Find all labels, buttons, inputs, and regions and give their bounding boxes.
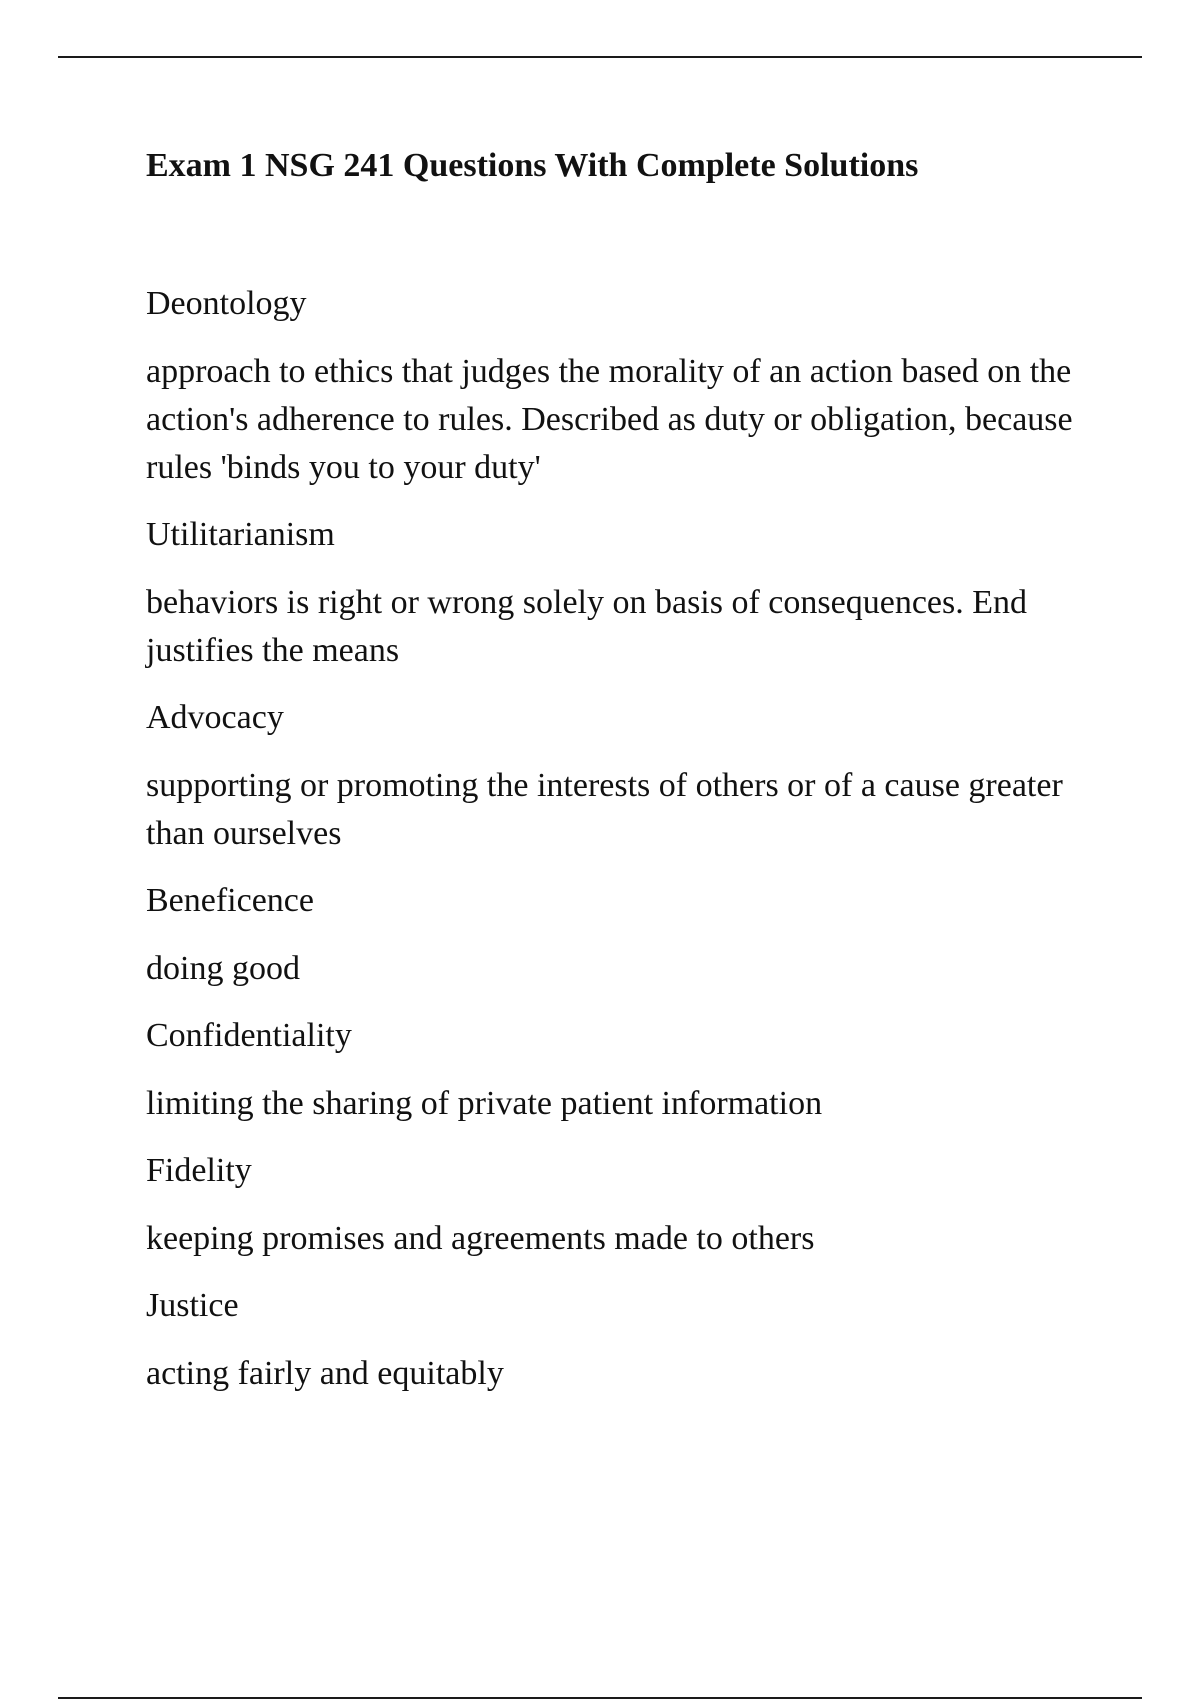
definition: limiting the sharing of private patient information: [146, 1085, 823, 1122]
term: Fidelity: [146, 1152, 252, 1189]
term: Deontology: [146, 285, 307, 322]
glossary-entry: [146, 1282, 1096, 1398]
term: Beneficence: [146, 882, 314, 919]
definition: keeping promises and agreements made to others: [146, 1220, 815, 1257]
term: Advocacy: [146, 699, 284, 736]
glossary-entry: [146, 694, 1096, 858]
glossary-list: [146, 280, 1096, 1417]
glossary-entry: [146, 511, 1096, 675]
definition: supporting or promoting the interests of others or of a cause greater than ourselves: [146, 767, 1063, 852]
definition: acting fairly and equitably: [146, 1355, 504, 1392]
bottom-divider: [58, 1697, 1142, 1699]
glossary-entry: [146, 877, 1096, 993]
term: Confidentiality: [146, 1017, 352, 1054]
glossary-entry: [146, 280, 1096, 492]
term: Utilitarianism: [146, 516, 335, 553]
document-title: Exam 1 NSG 241 Questions With Complete Solutions: [146, 147, 919, 184]
definition: behaviors is right or wrong solely on basis of consequences. End justifies the means: [146, 584, 1027, 669]
top-divider: [58, 56, 1142, 58]
term: Justice: [146, 1287, 239, 1324]
glossary-entry: [146, 1012, 1096, 1128]
glossary-entry: [146, 1147, 1096, 1263]
definition: doing good: [146, 950, 300, 987]
definition: approach to ethics that judges the morality of an action based on the action's adherence to rules. Described as duty or obligation, because rules 'binds you to your duty': [146, 353, 1073, 486]
